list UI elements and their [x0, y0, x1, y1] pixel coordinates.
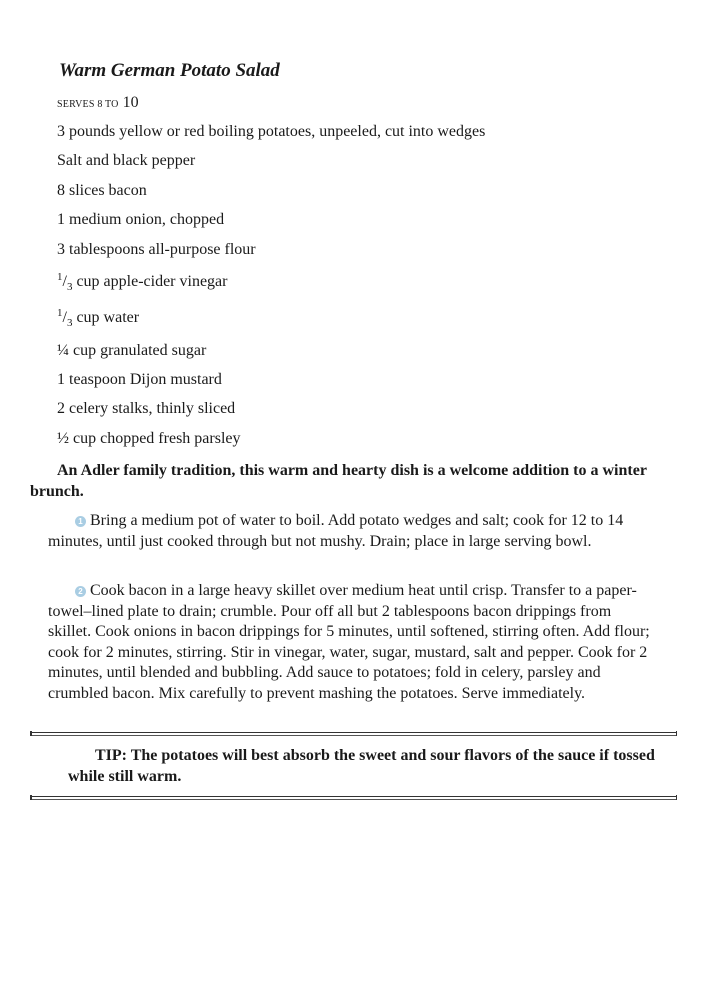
- step-2: [48, 581, 658, 704]
- ingredient-item: Salt and black pepper: [57, 152, 196, 169]
- ingredient-item: 8 slices bacon: [57, 182, 147, 199]
- step-1: [48, 511, 658, 552]
- fraction: $^1/_3$: [57, 271, 73, 293]
- step-number-icon: 2: [75, 586, 86, 597]
- serves-label: SERVES 8 TO: [57, 99, 119, 110]
- ingredient-text: cup apple-cider vinegar: [76, 273, 228, 290]
- ingredient-item: ¼ cup granulated sugar: [57, 342, 207, 359]
- ingredient-item: 1 teaspoon Dijon mustard: [57, 371, 222, 388]
- recipe-title: Warm German Potato Salad: [59, 60, 280, 81]
- ingredient-text: cup water: [76, 309, 140, 326]
- fraction-numerator: 1: [57, 307, 63, 319]
- serves-line: [57, 93, 139, 115]
- fraction-denominator: 3: [66, 281, 73, 293]
- ingredient-item: 3 tablespoons all-purpose flour: [57, 241, 256, 258]
- recipe-intro: An Adler family tradition, this warm and hearty dish is a welcome addition to a winter brunch.: [30, 462, 647, 500]
- ingredient-item: 3 pounds yellow or red boiling potatoes, unpeeled, cut into wedges: [57, 123, 486, 140]
- step-text: Cook bacon in a large heavy skillet over medium heat until crisp. Transfer to a paper-towel–lined plate to drain; crumble. Pour off all but 2 tablespoons bacon drippings from skillet. Cook onions in bacon drippings for 5 minutes, until softened, stirring often. Add flour; cook for 2 minutes, stirring. Stir in vinegar, water, sugar, mustard, salt and pepper. Cook for 2 minutes, until blended and bubbling. Add sauce to potatoes; fold in celery, parsley and crumbled bacon. Mix carefully to prevent mashing the potatoes. Serve immediately.: [48, 582, 650, 702]
- tip-text: TIP: The potatoes will best absorb the sweet and sour flavors of the sauce if tossed while still warm.: [68, 747, 655, 785]
- ingredient-item: [57, 272, 227, 292]
- serves-value: 10: [122, 94, 139, 111]
- step-text: Bring a medium pot of water to boil. Add potato wedges and salt; cook for 12 to 14 minutes, until just cooked through but not mushy. Drain; place in large serving bowl.: [48, 512, 624, 550]
- tip-divider-top: [30, 732, 677, 736]
- ingredient-item: [57, 308, 139, 328]
- ingredient-item: 2 celery stalks, thinly sliced: [57, 400, 236, 417]
- fraction-numerator: 1: [57, 271, 63, 283]
- ingredient-item: 1 medium onion, chopped: [57, 211, 225, 228]
- fraction-denominator: 3: [66, 317, 73, 329]
- fraction: $^1/_3$: [57, 307, 73, 329]
- step-number-icon: 1: [75, 516, 86, 527]
- tip-divider-bottom: [30, 796, 677, 800]
- ingredient-item: ½ cup chopped fresh parsley: [57, 430, 241, 447]
